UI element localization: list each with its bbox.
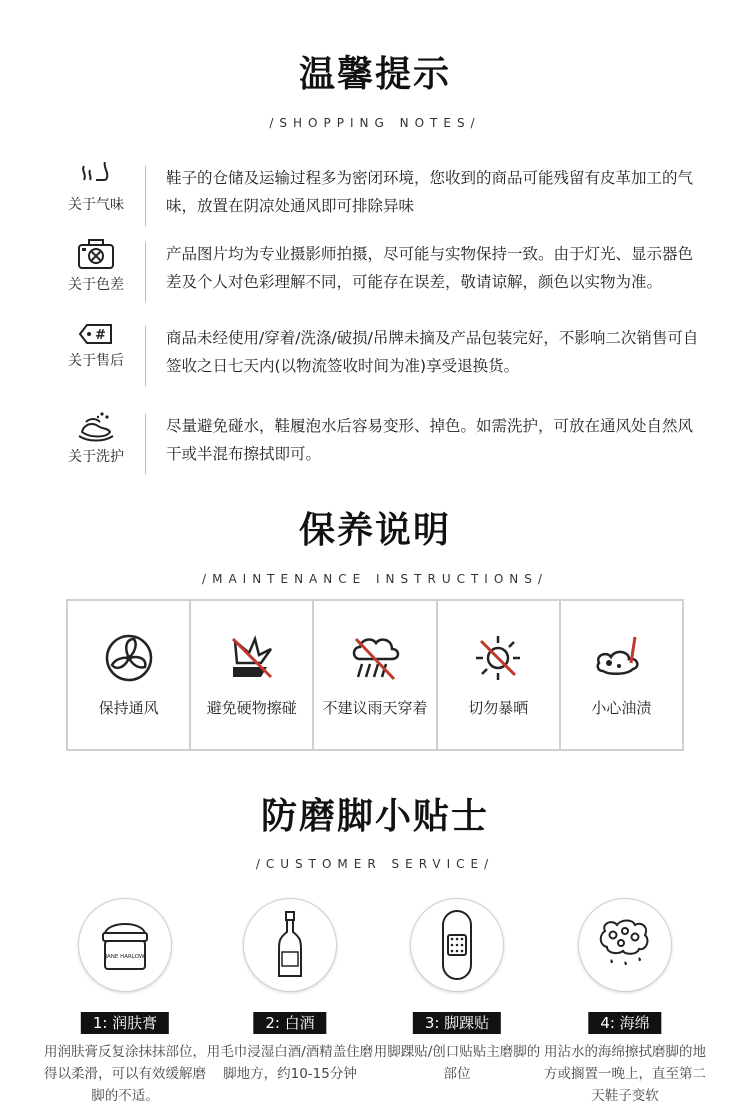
divider bbox=[145, 242, 146, 302]
tip-sponge bbox=[540, 895, 710, 1120]
tip-badge: 4: 海绵 bbox=[588, 1012, 661, 1034]
tip-badge: 2: 白酒 bbox=[253, 1012, 326, 1034]
maintenance-grid bbox=[66, 599, 684, 751]
maintenance-item bbox=[314, 601, 437, 749]
maintenance-label: 避免硬物擦碰 bbox=[206, 699, 297, 717]
maintenance-subtitle: /MAINTENANCE INSTRUCTIONS/ bbox=[202, 572, 548, 586]
maintenance-label: 保持通风 bbox=[98, 699, 159, 717]
oil-stain-icon bbox=[593, 633, 649, 683]
price-tag-icon bbox=[78, 322, 114, 346]
warm-tips-subtitle: /SHOPPING NOTES/ bbox=[269, 116, 481, 130]
note-text: 商品未经使用/穿着/洗涤/破损/吊牌未摘及产品包装完好，不影响二次销售可自签收之日七天内(以物流签收时间为准)享受退换货。 bbox=[166, 329, 699, 375]
no-hard-object-icon bbox=[227, 633, 277, 683]
maintenance-label: 小心油渍 bbox=[591, 699, 652, 717]
anti-blister-title: 防磨脚小贴士 bbox=[260, 796, 489, 837]
maintenance-item bbox=[191, 601, 314, 749]
note-text: 鞋子的仓储及运输过程多为密闭环境，您收到的商品可能残留有皮革加工的气味，放置在阴凉处通风即可排除异味 bbox=[166, 169, 694, 215]
divider bbox=[145, 166, 146, 226]
tip-liquor bbox=[205, 895, 375, 1120]
maintenance-item bbox=[68, 601, 191, 749]
note-label: 关于售后 bbox=[68, 353, 124, 369]
svg-text:#: # bbox=[95, 328, 106, 343]
no-sun-icon bbox=[473, 633, 523, 683]
warm-tips-title: 温馨提示 bbox=[298, 54, 451, 95]
tip-badge: 1: 润肤膏 bbox=[81, 1012, 169, 1034]
maintenance-title: 保养说明 bbox=[298, 510, 451, 551]
camera-icon bbox=[76, 238, 116, 270]
liquor-bottle-icon bbox=[275, 910, 305, 980]
tip-description: 用沾水的海绵擦拭磨脚的地方或搁置一晚上，直至第二天鞋子变软 bbox=[544, 1044, 706, 1104]
tip-cream bbox=[40, 895, 210, 1120]
note-care bbox=[50, 408, 710, 478]
anti-blister-subtitle: /CUSTOMER SERVICE/ bbox=[255, 857, 495, 871]
divider bbox=[145, 326, 146, 386]
note-label: 关于色差 bbox=[68, 277, 124, 293]
sponge-icon bbox=[595, 917, 655, 973]
note-label: 关于气味 bbox=[68, 197, 124, 213]
note-label: 关于洗护 bbox=[68, 449, 124, 465]
maintenance-label: 不建议雨天穿着 bbox=[322, 699, 428, 717]
rain-cloud-icon bbox=[348, 633, 402, 683]
tip-bandage bbox=[372, 895, 542, 1120]
divider bbox=[145, 414, 146, 474]
odor-icon bbox=[78, 162, 114, 188]
note-after-sales bbox=[50, 320, 710, 390]
tip-description: 用润肤膏反复涂抹抹部位，得以柔滑，可以有效缓解磨脚的不适。 bbox=[44, 1044, 206, 1104]
tip-description: 用毛巾浸湿白酒/酒精盖住磨脚地方，约10-15分钟 bbox=[206, 1044, 374, 1082]
cream-jar-text: JANE HARLOW bbox=[105, 954, 145, 960]
maintenance-item bbox=[561, 601, 682, 749]
tip-badge: 3: 脚踝贴 bbox=[413, 1012, 501, 1034]
note-text: 产品图片均为专业摄影师拍摄，尽可能与实物保持一致。由于灯光、显示器色差及个人对色彩理解不同，可能存在误差，敬请谅解，颜色以实物为准。 bbox=[166, 245, 694, 291]
wash-shoe-icon bbox=[76, 410, 116, 442]
ventilation-fan-icon bbox=[104, 633, 154, 683]
tip-description: 用脚踝贴/创口贴贴主磨脚的部位 bbox=[373, 1044, 541, 1082]
note-text: 尽量避免碰水，鞋履泡水后容易变形、掉色。如需洗护，可放在通风处自然风干或半混布擦拭即可。 bbox=[166, 417, 694, 463]
cream-jar-icon bbox=[95, 917, 155, 973]
bandage-icon bbox=[437, 909, 477, 981]
maintenance-label: 切勿暴晒 bbox=[468, 699, 529, 717]
maintenance-item bbox=[438, 601, 561, 749]
note-odor bbox=[50, 160, 710, 230]
note-color bbox=[50, 236, 710, 306]
